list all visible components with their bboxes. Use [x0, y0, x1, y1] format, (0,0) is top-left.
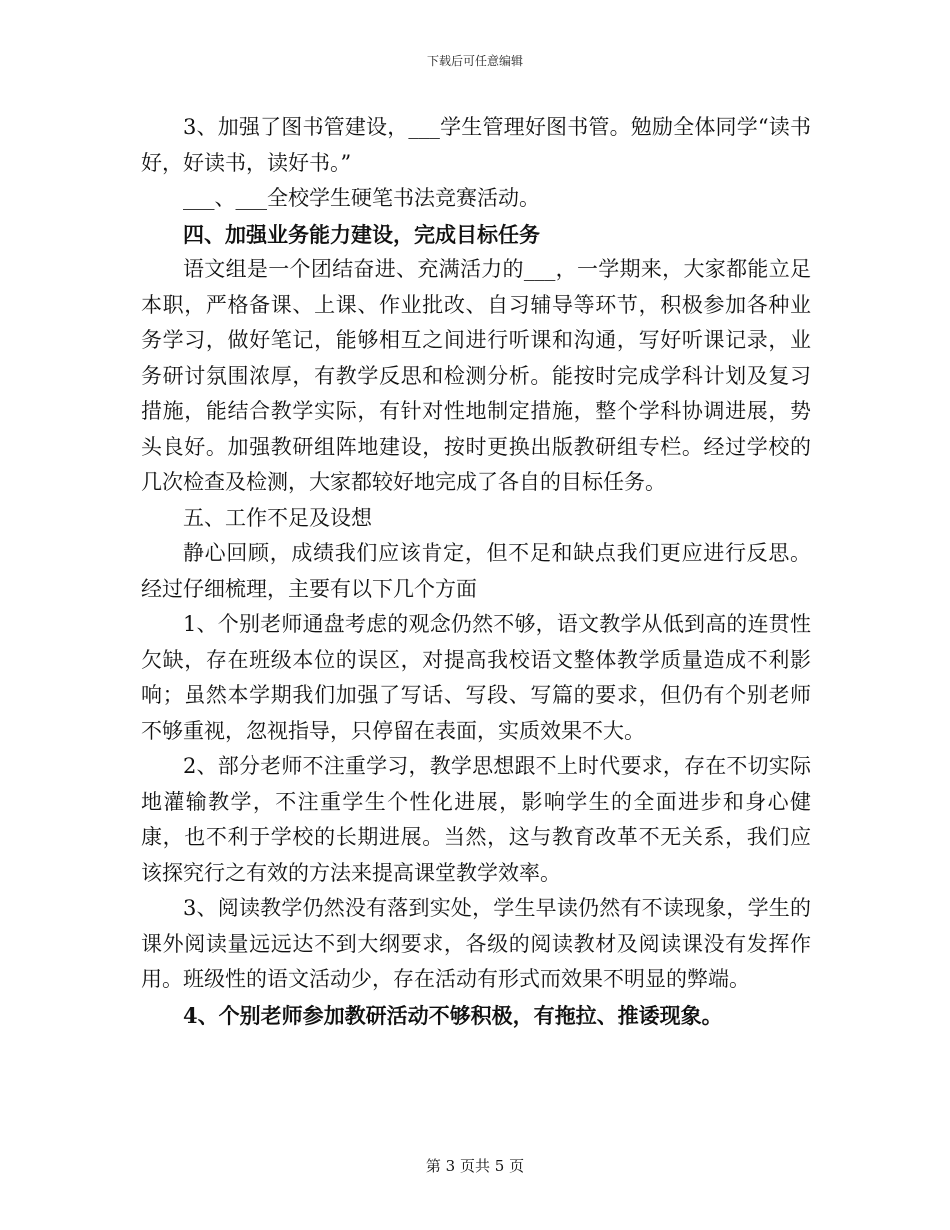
paragraph-point-1: 1、个别老师通盘考虑的观念仍然不够，语文教学从低到高的连贯性欠缺，存在班级本位的误区，对提高我校语文整体教学质量造成不利影响；虽然本学期我们加强了写话、写段、写篇的要求，但仍有个别老师不够重视，忽视指导，只停留在表面，实质效果不大。 [141, 612, 811, 743]
paragraph-reflection: 静心回顾，成绩我们应该肯定，但不足和缺点我们更应进行反思。经过仔细梳理，主要有以下几个方面 [141, 541, 811, 601]
page-header: 下载后可任意编辑 [426, 54, 523, 68]
page-footer: 第 3 页共 5 页 [425, 1157, 525, 1175]
document-body [141, 110, 811, 1033]
paragraph-point-3: 3、阅读教学仍然没有落到实处，学生早读仍然有不读现象，学生的课外阅读量远远达不到大纲要求，各级的阅读教材及阅读课没有发挥作用。班级性的语文活动少，存在活动有形式而效果不明显的弊端。 [141, 896, 811, 991]
section-heading-5: 五、工作不足及设想 [183, 505, 372, 530]
paragraph-point-4: 4、个别老师参加教研活动不够积极，有拖拉、推诿现象。 [183, 1002, 723, 1028]
paragraph-chinese-group: 语文组是一个团结奋进、充满活力的___，一学期来，大家都能立足本职，严格备课、上课、作业批改、自习辅导等环节，积极参加各种业务学习，做好笔记，能够相互之间进行听课和沟通，写好听课记录，业务研讨氛围浓厚，有教学反思和检测分析。能按时完成学科计划及复习措施，能结合教学实际，有针对性地制定措施，整个学科协调进展，势头良好。加强教研组阵地建设，按时更换出版教研组专栏。经过学校的几次检查及检测，大家都较好地完成了各自的目标任务。 [141, 257, 811, 494]
paragraph-point-2: 2、部分老师不注重学习，教学思想跟不上时代要求，存在不切实际地灌输教学，不注重学生个性化进展，影响学生的全面进步和身心健康，也不利于学校的长期进展。当然，这与教育改革不无关系，我们应该探究行之有效的方法来提高课堂教学效率。 [141, 754, 811, 885]
section-heading-4: 四、加强业务能力建设，完成目标任务 [183, 221, 540, 247]
paragraph-library: 3、加强了图书管建设，___学生管理好图书管。勉励全体同学“读书好，好读书，读好书。” [141, 115, 811, 175]
paragraph-calligraphy: ___、___全校学生硬笔书法竞赛活动。 [183, 186, 540, 210]
